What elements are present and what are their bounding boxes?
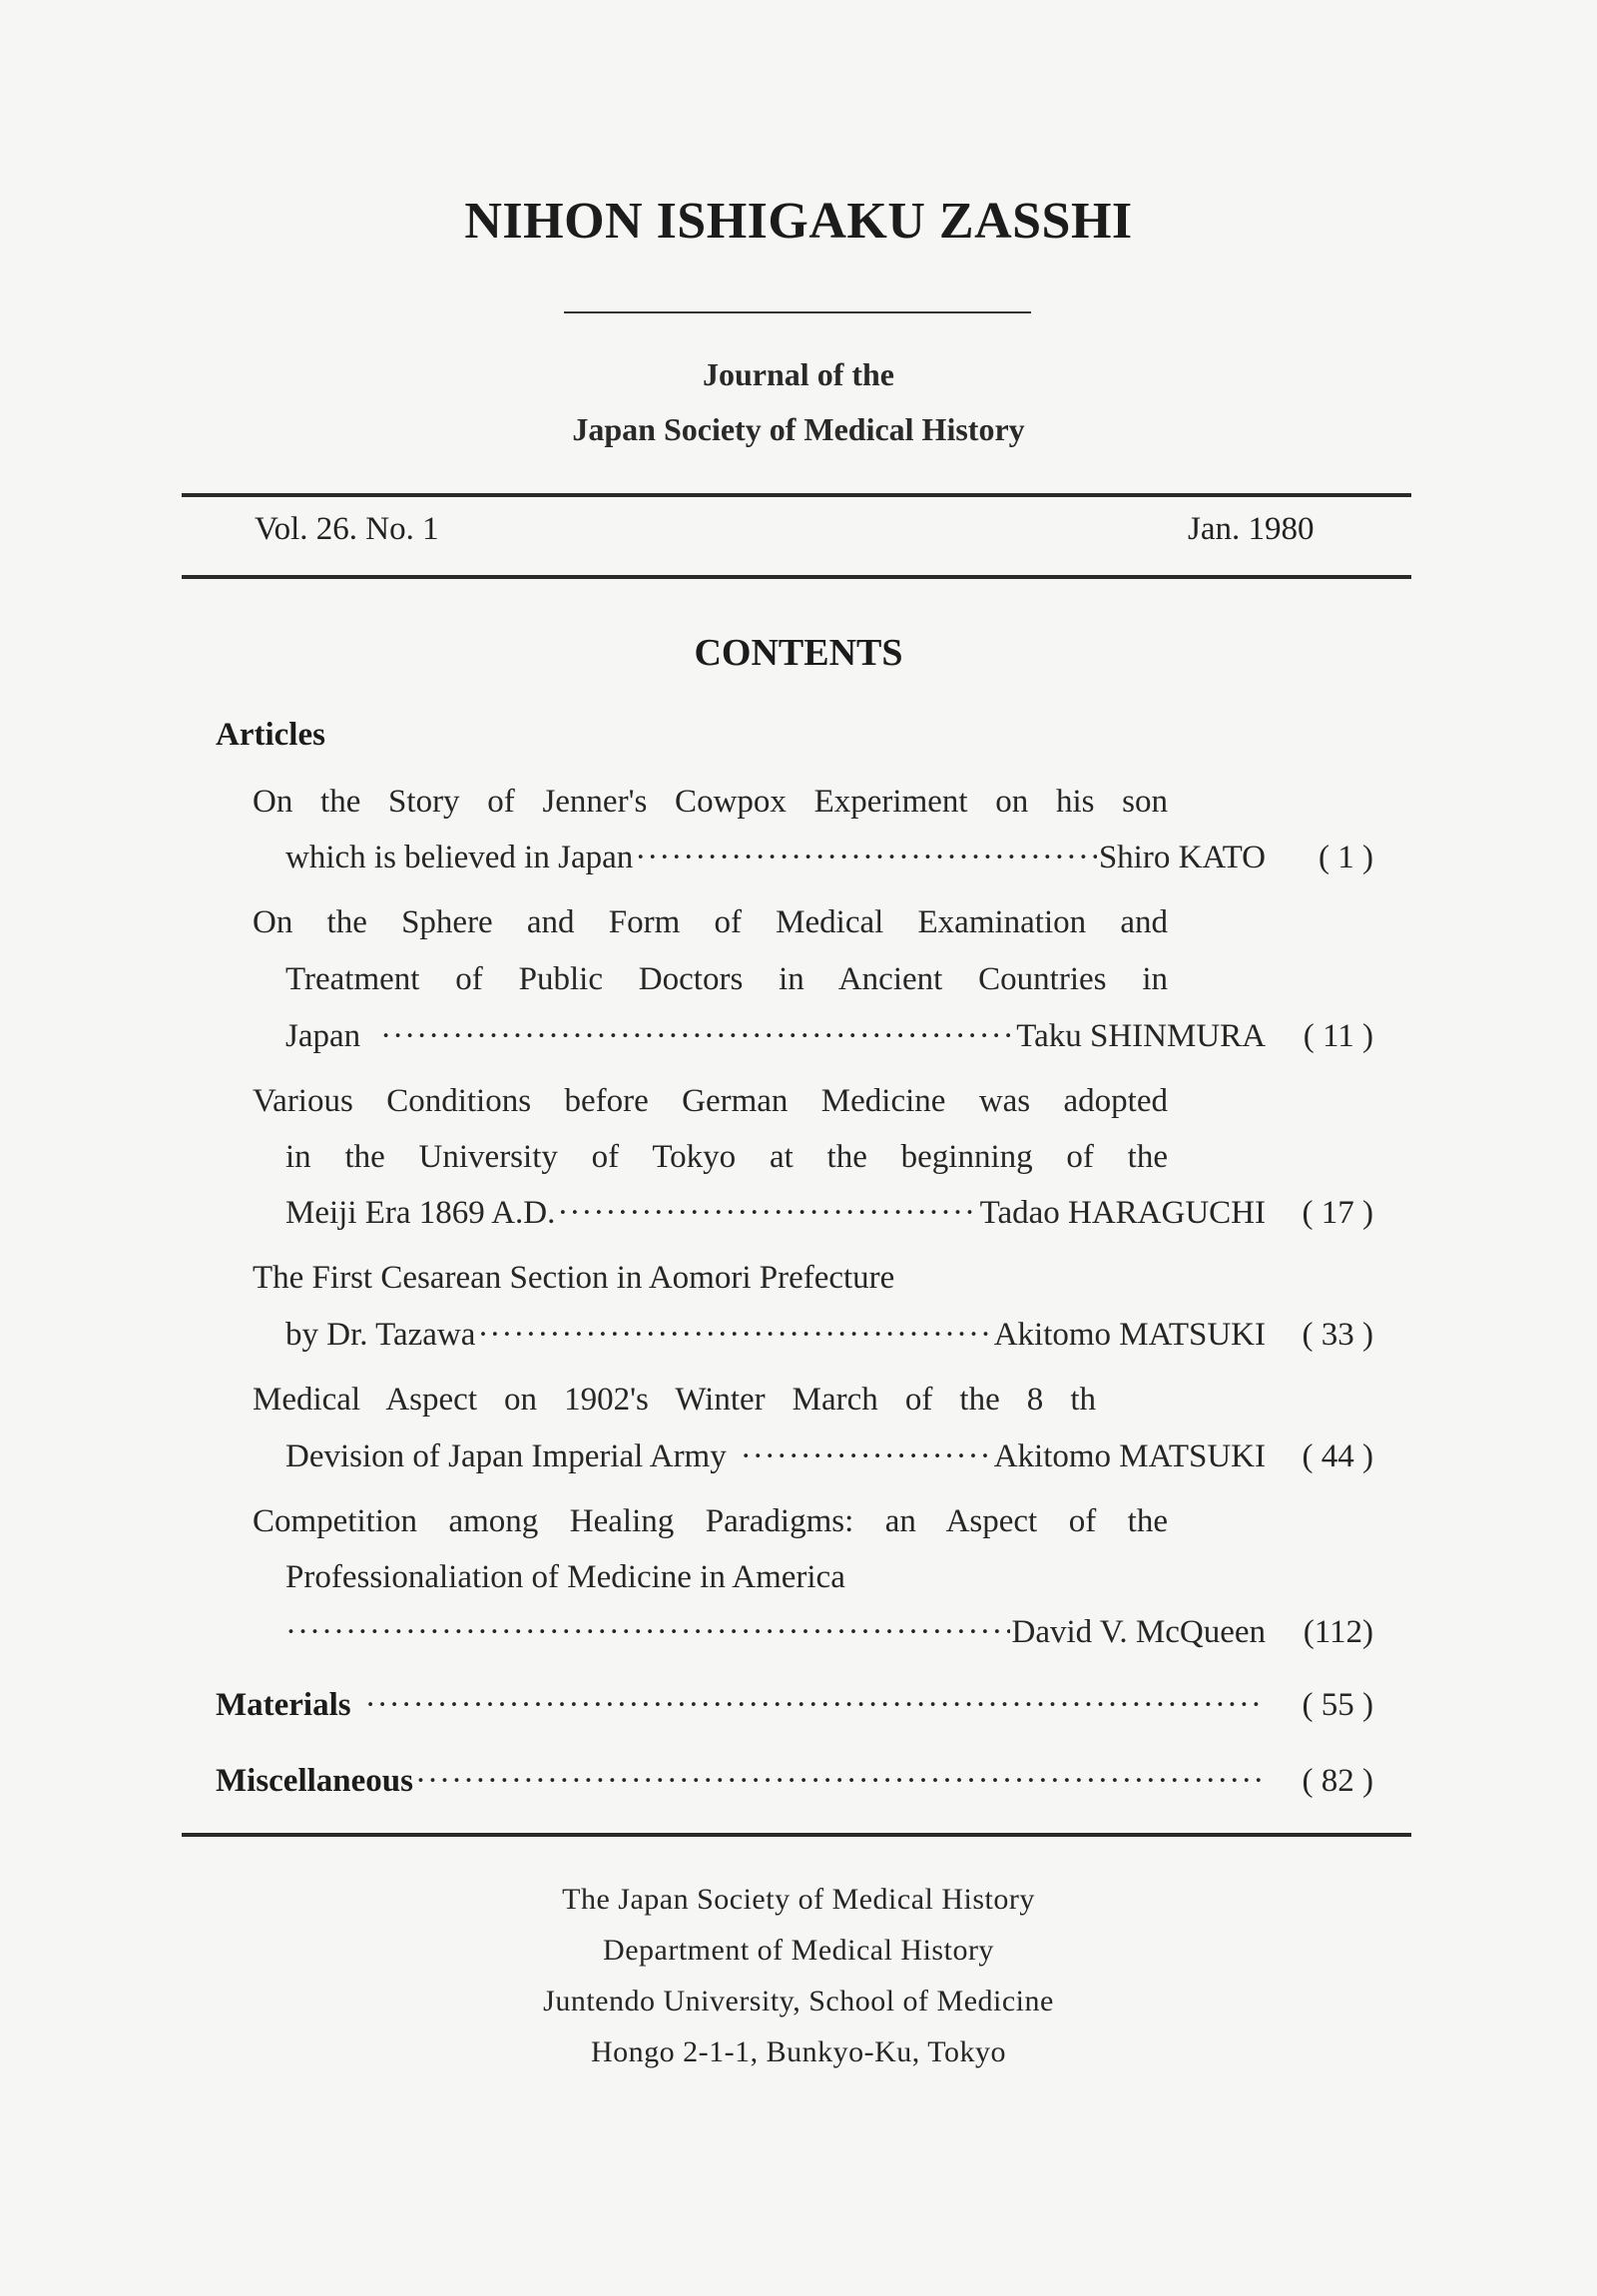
footer-rule: [182, 1833, 1411, 1837]
journal-subtitle-line1: Journal of the: [703, 356, 894, 392]
miscellaneous-page-number: ( 82 ): [1302, 1763, 1373, 1799]
article-author: Tadao HARAGUCHI: [979, 1195, 1266, 1231]
article-title-line: The First Cesarean Section in Aomori Prefecture: [253, 1260, 895, 1296]
article-title-line: Japan: [285, 1018, 361, 1054]
article-page-number: (112): [1303, 1614, 1373, 1650]
article-title-line: Meiji Era 1869 A.D.: [285, 1195, 556, 1231]
contents-heading: CONTENTS: [694, 632, 903, 674]
publisher-name: The Japan Society of Medical History: [562, 1883, 1035, 1916]
publisher-institution: Juntendo University, School of Medicine: [543, 1985, 1054, 2017]
article-page-number: ( 44 ): [1302, 1438, 1373, 1474]
journal-subtitle-line2: Japan Society of Medical History: [572, 411, 1025, 447]
publisher-address: Hongo 2-1-1, Bunkyo-Ku, Tokyo: [591, 2035, 1006, 2068]
miscellaneous-label: Miscellaneous: [216, 1763, 413, 1799]
leader-dots: [635, 840, 1097, 876]
leader-dots: [557, 1195, 977, 1232]
article-author: Akitomo MATSUKI: [993, 1317, 1266, 1353]
article-title-line: Devision of Japan Imperial Army: [285, 1438, 727, 1474]
article-author: Akitomo MATSUKI: [993, 1438, 1266, 1474]
article-toc-line: [285, 1317, 1373, 1354]
article-toc-line: [285, 1195, 1373, 1232]
article-toc-line: [285, 1018, 1373, 1055]
article-toc-line: [285, 840, 1373, 876]
leader-dots: [285, 1614, 1010, 1651]
article-title-line: Treatment of Public Doctors in Ancient Countries in: [285, 961, 1168, 997]
article-title-line: On the Story of Jenner's Cowpox Experiment on his son: [253, 784, 1168, 820]
miscellaneous-entry: [216, 1763, 1373, 1800]
leader-dots: [477, 1317, 991, 1354]
article-page-number: ( 17 ): [1302, 1195, 1373, 1231]
materials-page-number: ( 55 ): [1302, 1687, 1373, 1723]
article-toc-line: [285, 1614, 1373, 1651]
leader-dots: [380, 1018, 1014, 1055]
title-divider: [564, 311, 1031, 313]
article-title-line: in the University of Tokyo at the beginning of the: [285, 1139, 1168, 1175]
article-title-line: Professionaliation of Medicine in America: [285, 1559, 845, 1595]
article-author: David V. McQueen: [1011, 1614, 1266, 1650]
article-page-number: ( 1 ): [1319, 840, 1373, 875]
materials-entry: [216, 1687, 1373, 1724]
journal-title: NIHON ISHIGAKU ZASSHI: [464, 193, 1133, 250]
volume-number: Vol. 26. No. 1: [255, 511, 439, 547]
leader-dots: [741, 1438, 992, 1475]
article-title-line: Competition among Healing Paradigms: an Aspect of the: [253, 1503, 1168, 1539]
publisher-department: Department of Medical History: [603, 1934, 994, 1967]
article-title-line: Medical Aspect on 1902's Winter March of the 8 th: [253, 1382, 1096, 1418]
article-title-line: by Dr. Tazawa: [285, 1317, 476, 1353]
article-toc-line: [285, 1438, 1373, 1475]
articles-heading: Articles: [216, 717, 325, 753]
issue-date: Jan. 1980: [1188, 511, 1315, 547]
article-title-line: which is believed in Japan: [285, 840, 634, 875]
article-page-number: ( 11 ): [1303, 1018, 1373, 1054]
leader-dots: [365, 1687, 1264, 1724]
article-title-line: Various Conditions before German Medicine was adopted: [253, 1083, 1168, 1119]
article-author: Taku SHINMURA: [1016, 1018, 1266, 1054]
header-bottom-rule: [182, 575, 1411, 579]
header-top-rule: [182, 493, 1411, 497]
leader-dots: [415, 1763, 1264, 1800]
article-page-number: ( 33 ): [1302, 1317, 1373, 1353]
article-author: Shiro KATO: [1098, 840, 1266, 875]
materials-label: Materials: [216, 1687, 351, 1723]
article-title-line: On the Sphere and Form of Medical Examination and: [253, 904, 1168, 940]
